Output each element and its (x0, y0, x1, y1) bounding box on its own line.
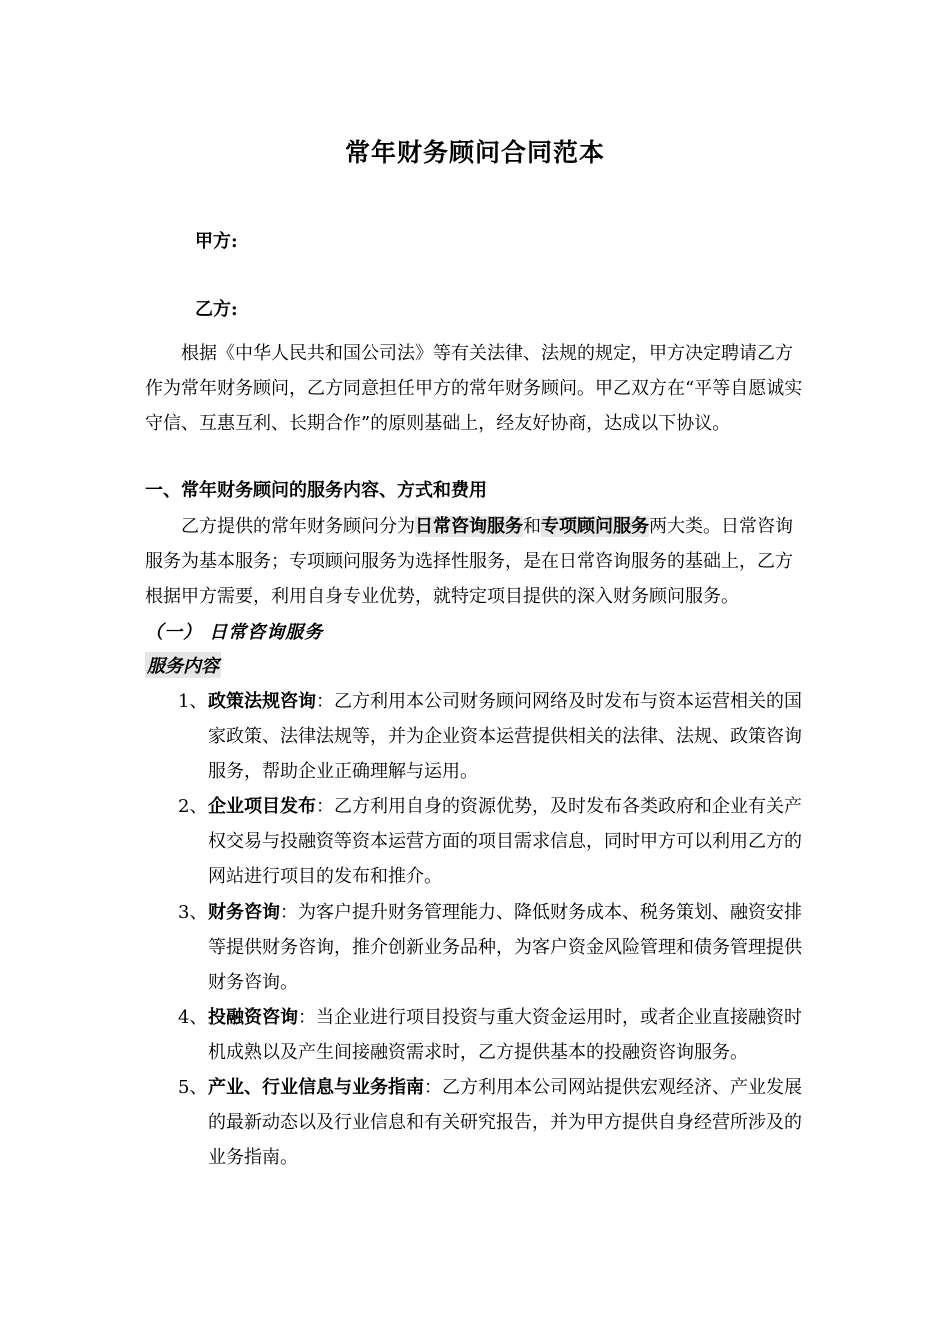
list-item-text: ：为客户提升财务管理能力、降低财务成本、税务策划、融资安排等提供财务咨询，推介创新业务品种，为客户资金风险管理和债务管理提供财务咨询。 (208, 902, 802, 993)
service-content-heading: 服务内容 (145, 652, 221, 678)
section-1-title: 一、常年财务顾问的服务内容、方式和费用 (145, 480, 487, 501)
list-item-number: 4、 (178, 1007, 208, 1028)
intro-paragraph: 根据《中华人民共和国公司法》等有关法律、法规的规定，甲方决定聘请乙方作为常年财务顾问，乙方同意担任甲方的常年财务顾问。甲乙双方在“平等自愿诚实守信、互惠互利、长期合作”的原则基础上，经友好协商，达成以下协议。 (145, 343, 803, 434)
highlight-special-advisory: 专项顾问服务 (541, 516, 649, 537)
party-a-label: 甲方: (195, 231, 238, 252)
list-item-number: 3、 (178, 902, 208, 923)
list-item-lead: 政策法规咨询 (208, 691, 316, 712)
list-item-text: ：乙方利用本公司网站提供宏观经济、产业发展的最新动态以及行业信息和有关研究报告，并为甲方提供自身经营所涉及的业务指南。 (208, 1077, 802, 1168)
list-item-body (208, 1070, 808, 1175)
section-1-paragraph (145, 509, 807, 614)
list-item-text: ：乙方利用本公司财务顾问网络及时发布与资本运营相关的国家政策、法律法规等，并为企业资本运营提供相关的法律、法规、政策咨询服务，帮助企业正确理解与运用。 (208, 691, 802, 782)
section-1-para-prefix: 乙方提供的常年财务顾问分为 (181, 516, 415, 537)
list-item-lead: 投融资咨询 (208, 1007, 298, 1028)
list-item-lead: 企业项目发布 (208, 796, 316, 817)
document-title: 常年财务顾问合同范本 (344, 138, 605, 167)
list-item-body (208, 789, 808, 894)
section-1-para-mid: 和 (523, 516, 541, 537)
list-item-body (208, 895, 808, 1000)
list-item-number: 5、 (178, 1077, 208, 1098)
list-item-text: ：乙方利用自身的资源优势，及时发布各类政府和企业有关产权交易与投融资等资本运营方面的项目需求信息，同时甲方可以利用乙方的网站进行项目的发布和推介。 (208, 796, 802, 887)
list-item-lead: 产业、行业信息与业务指南 (208, 1077, 424, 1098)
list-item-lead: 财务咨询 (208, 902, 280, 923)
list-item-body (208, 684, 808, 789)
list-item-text: ：当企业进行项目投资与重大资金运用时，或者企业直接融资时机成熟以及产生间接融资需求时，乙方提供基本的投融资咨询服务。 (208, 1007, 802, 1063)
list-item-number: 1、 (178, 691, 208, 712)
party-b-label: 乙方: (195, 299, 238, 320)
section-1-para-suffix: 两大类。日常咨询服务为基本服务；专项顾问服务为选择性服务，是在日常咨询服务的基础上，乙方根据甲方需要，利用自身专业优势，就特定项目提供的深入财务顾问服务。 (145, 516, 793, 607)
highlight-daily-consulting: 日常咨询服务 (415, 516, 523, 537)
list-item-body (208, 1000, 808, 1070)
list-item-number: 2、 (178, 796, 208, 817)
subsection-heading: （一） 日常咨询服务 (145, 622, 324, 643)
